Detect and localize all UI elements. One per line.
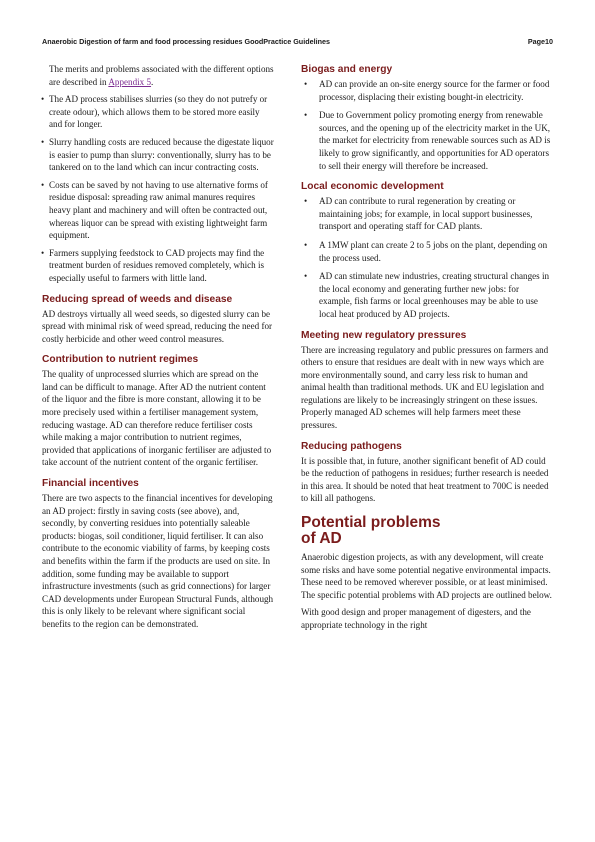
section-heading-nutrient: Contribution to nutrient regimes (42, 354, 199, 366)
problems-paragraph-2: With good design and proper management of digesters, and the appropriate technology in the right (301, 607, 531, 630)
left-column (42, 63, 274, 636)
list-item: • AD can contribute to rural regeneration by creating or maintaining jobs; for example, in local support businesses, transport and operating staff for CAD plants. (301, 195, 553, 233)
section-heading-potential-problems (301, 515, 553, 547)
pathogens-paragraph: It is possible that, in future, another significant benefit of AD could be the reduction of pathogens in residues; further research is needed in this area. It should be noted that heat treatment to 700C is needed to kill all pathogens. (301, 455, 549, 504)
heading-line-2: of AD (301, 530, 342, 548)
section-heading-local-economic: Local economic development (301, 181, 444, 193)
nutrient-paragraph: The quality of unprocessed slurries which are spread on the land can be difficult to manage. After AD the nutrient content of the liquor and the fibre is more constant, allowing it to be more precisely used within a fertiliser management system, reducing wastage. AD can therefore reduce fertiliser costs while making a major contribution to nutrient regimes, provided that applications of inorganic fertiliser are adjusted to take account of the nutrient content of the organic fertiliser. (42, 369, 272, 468)
weeds-paragraph: AD destroys virtually all weed seeds, so digested slurry can be spread with minimal risk of weed spread, reducing the need for costly herbicide and other weed control measures. (42, 308, 273, 344)
section-heading-weeds: Reducing spread of weeds and disease (42, 293, 233, 305)
right-column (301, 63, 553, 637)
list-item: • A 1MW plant can create 2 to 5 jobs on the plant, depending on the process used. (301, 239, 553, 264)
intro-paragraph (42, 63, 274, 88)
list-item: • Farmers supplying feedstock to CAD projects may find the treatment burden of residues removed completely, which is especially useful to farmers with little land. (42, 247, 274, 285)
intro-text: The merits and problems associated with the different options are described in (49, 64, 274, 87)
appendix-5-link[interactable]: Appendix 5 (108, 76, 152, 87)
document-title: Anaerobic Digestion of farm and food processing residues GoodPractice Guidelines (42, 37, 330, 46)
list-item: • Due to Government policy promoting energy from renewable sources, and the opening up of the electricity market in the UK, the market for electricity from renewable sources such as AD is likely to grow significantly, and opportunities for AD operators to sell their energy will therefore be increased. (301, 109, 553, 172)
financial-paragraph: There are two aspects to the financial incentives for developing an AD project: firstly in saving costs (see above), and, secondly, by converting residues into potentially saleable products: biogas, soil conditioner, liquid fertiliser. It can also contribute to the economic viability of farms, by keeping costs and benefits within the farm if the products are used on site. In addition, some funding may be available to support infrastructure investments (such as grid connections) for larger CAD developments under European Structural Funds, although this is only likely to be relevant where significant social benefits to the region can be demonstrated. (42, 493, 274, 629)
biogas-list (301, 78, 553, 172)
page-number: Page10 (527, 37, 553, 46)
section-heading-biogas: Biogas and energy (301, 64, 393, 75)
list-item: • AD can stimulate new industries, creating structural changes in the local economy and generating further new jobs: for example, fish farms or local greenhouses may be able to use local heat produced by AD projects. (301, 270, 553, 320)
page-header (42, 37, 553, 51)
list-item: • Costs can be saved by not having to use alternative forms of residue disposal: spreading raw animal manures requires heavy plant and machinery and will often be contracted out, whereas liquor can be spread with existing lightweight farm equipment. (42, 179, 274, 242)
benefits-list (42, 93, 274, 284)
heading-line-1: Potential problems (301, 514, 441, 532)
section-heading-financial: Financial incentives (42, 478, 139, 490)
list-item: • The AD process stabilises slurries (so they do not putrefy or create odour), which allows them to be stored more easily and for longer. (42, 93, 274, 131)
section-heading-regulatory: Meeting new regulatory pressures (301, 329, 467, 341)
list-item: • Slurry handling costs are reduced because the digestate liquor is easier to pump than slurry: conventionally, slurry has to be tankered on to the land which can incur contracting costs. (42, 136, 274, 174)
intro-end: . (151, 76, 154, 87)
regulatory-paragraph: There are increasing regulatory and public pressures on farmers and others to ensure that residues are dealt with in new ways which are more environmentally sound, and carry less risk to human and animal health than traditional methods. UK and EU legislation and regulations are likely to be increasingly stringent on these issues. Properly managed AD schemes will help farmers meet these pressures. (301, 344, 549, 431)
list-item: • AD can provide an on-site energy source for the farmer or food processor, displacing their existing bought-in electricity. (301, 78, 553, 103)
local-economic-list (301, 195, 553, 320)
section-heading-pathogens: Reducing pathogens (301, 440, 402, 452)
problems-paragraph-1: Anaerobic digestion projects, as with any development, will create some risks and have some potential negative environmental impacts. These need to be removed wherever possible, or at least minimised. The specific potential problems with AD projects are outlined below. (301, 552, 552, 600)
